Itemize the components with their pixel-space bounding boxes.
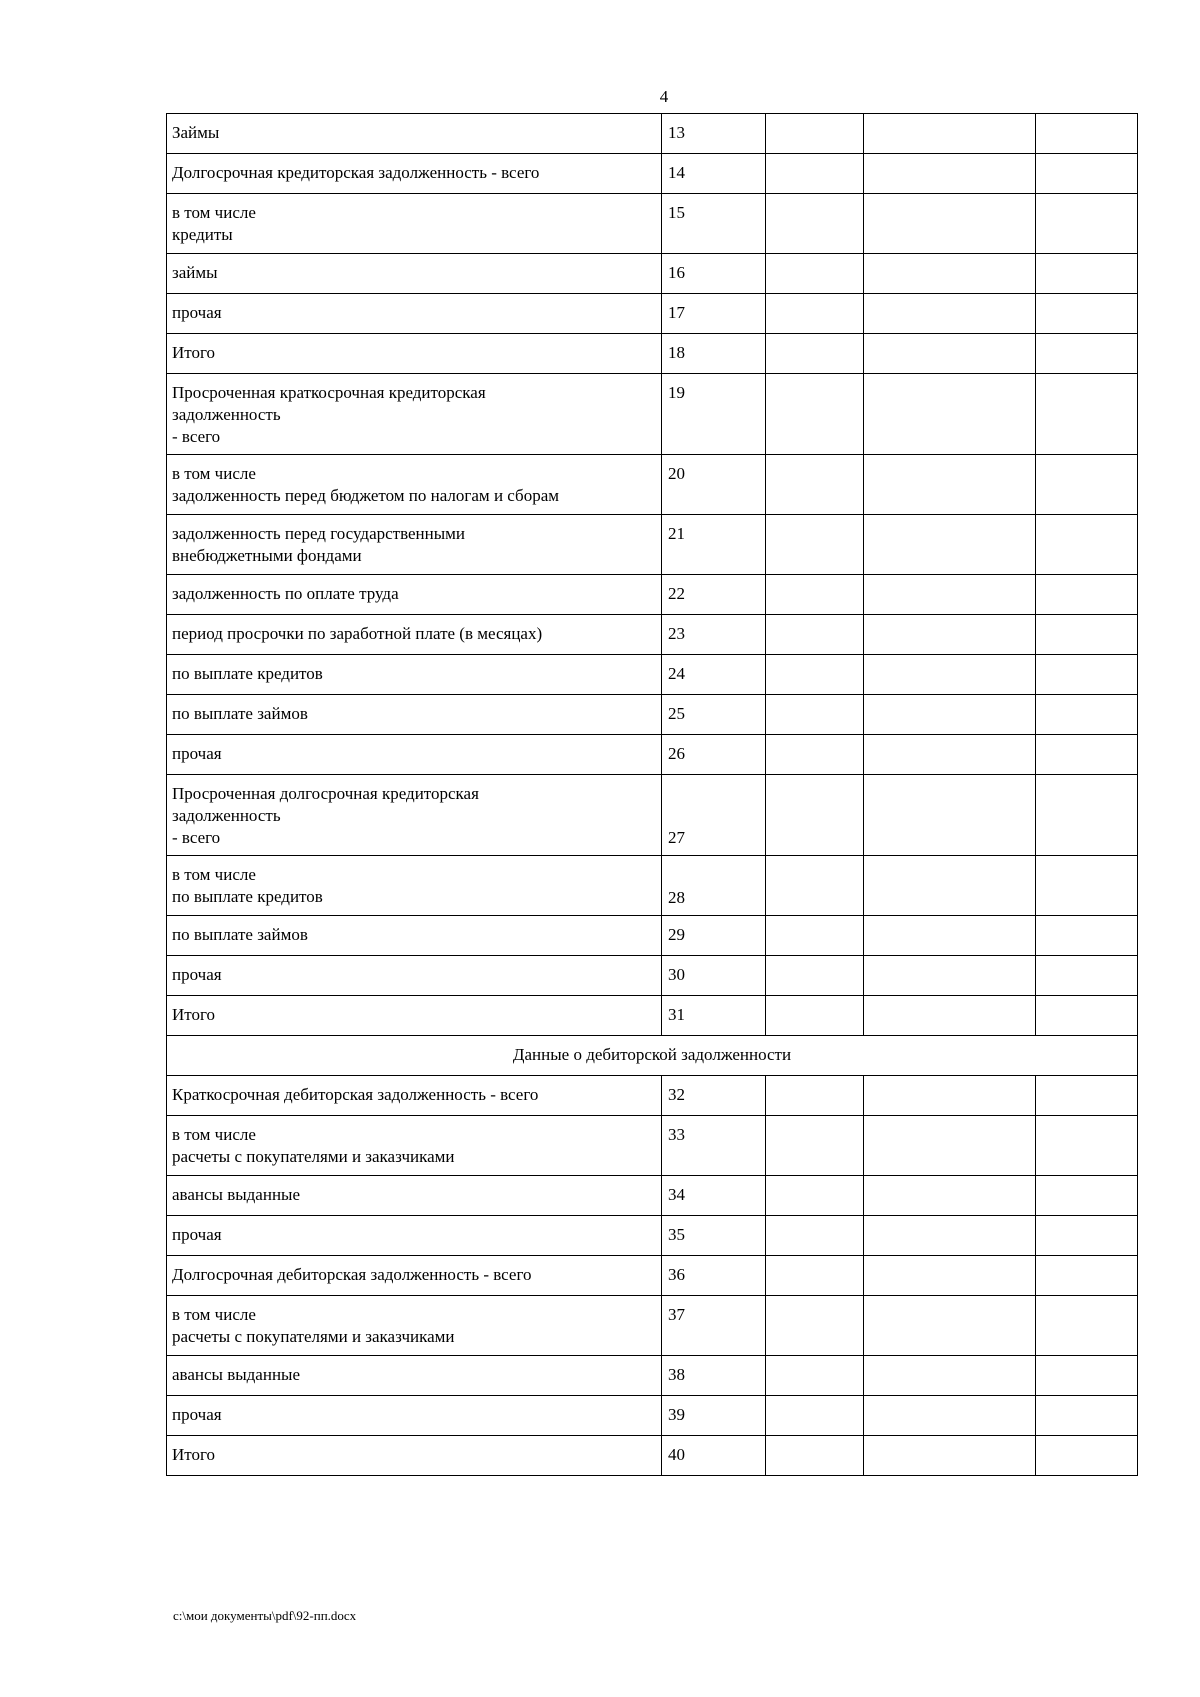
value-cell — [864, 374, 1036, 455]
table-row — [167, 1396, 1138, 1436]
row-label: авансы выданные — [167, 1176, 662, 1216]
value-cell — [864, 1396, 1036, 1436]
value-cell — [1036, 735, 1138, 775]
row-label: прочая — [167, 735, 662, 775]
row-code: 39 — [662, 1396, 766, 1436]
row-label: Займы — [167, 114, 662, 154]
table-row — [167, 1356, 1138, 1396]
row-label: Итого — [167, 334, 662, 374]
value-cell — [1036, 515, 1138, 575]
value-cell — [1036, 916, 1138, 956]
value-cell — [766, 856, 864, 916]
value-cell — [766, 956, 864, 996]
value-cell — [766, 695, 864, 735]
value-cell — [766, 1116, 864, 1176]
value-cell — [1036, 996, 1138, 1036]
row-label: задолженность перед государственными внебюджетными фондами — [167, 515, 662, 575]
row-code: 35 — [662, 1216, 766, 1256]
row-code: 15 — [662, 194, 766, 254]
value-cell — [864, 1356, 1036, 1396]
value-cell — [864, 775, 1036, 856]
value-cell — [1036, 114, 1138, 154]
row-code: 29 — [662, 916, 766, 956]
value-cell — [864, 655, 1036, 695]
table-row — [167, 294, 1138, 334]
value-cell — [1036, 856, 1138, 916]
row-code: 23 — [662, 615, 766, 655]
value-cell — [766, 515, 864, 575]
value-cell — [1036, 1356, 1138, 1396]
value-cell — [766, 1436, 864, 1476]
section-header-row — [167, 1036, 1138, 1076]
value-cell — [766, 154, 864, 194]
row-label: по выплате займов — [167, 695, 662, 735]
value-cell — [1036, 775, 1138, 856]
value-cell — [766, 916, 864, 956]
value-cell — [766, 114, 864, 154]
row-label: задолженность по оплате труда — [167, 575, 662, 615]
table-row — [167, 856, 1138, 916]
value-cell — [766, 996, 864, 1036]
row-code: 21 — [662, 515, 766, 575]
value-cell — [1036, 1116, 1138, 1176]
value-cell — [766, 1256, 864, 1296]
value-cell — [864, 1216, 1036, 1256]
row-code: 17 — [662, 294, 766, 334]
table-row — [167, 1296, 1138, 1356]
row-code: 18 — [662, 334, 766, 374]
value-cell — [766, 194, 864, 254]
value-cell — [766, 615, 864, 655]
table-row — [167, 575, 1138, 615]
row-label: по выплате займов — [167, 916, 662, 956]
value-cell — [766, 334, 864, 374]
row-code: 30 — [662, 956, 766, 996]
row-code: 34 — [662, 1176, 766, 1216]
row-code: 40 — [662, 1436, 766, 1476]
table-body — [167, 114, 1138, 1476]
footer-file-path: c:\мои документы\pdf\92-пп.docx — [173, 1608, 357, 1623]
value-cell — [766, 775, 864, 856]
value-cell — [864, 334, 1036, 374]
table-row — [167, 695, 1138, 735]
table-row — [167, 154, 1138, 194]
row-label: прочая — [167, 1396, 662, 1436]
row-code: 16 — [662, 254, 766, 294]
table-row — [167, 735, 1138, 775]
row-code: 22 — [662, 575, 766, 615]
value-cell — [864, 615, 1036, 655]
row-label: Просроченная краткосрочная кредиторская задолженность - всего — [167, 374, 662, 455]
value-cell — [864, 856, 1036, 916]
row-label: прочая — [167, 956, 662, 996]
row-code: 25 — [662, 695, 766, 735]
value-cell — [1036, 194, 1138, 254]
table-row — [167, 515, 1138, 575]
value-cell — [766, 1176, 864, 1216]
row-label: Просроченная долгосрочная кредиторская задолженность - всего — [167, 775, 662, 856]
value-cell — [766, 455, 864, 515]
value-cell — [1036, 1436, 1138, 1476]
value-cell — [766, 575, 864, 615]
row-label: в том числе задолженность перед бюджетом по налогам и сборам — [167, 455, 662, 515]
row-label: авансы выданные — [167, 1356, 662, 1396]
value-cell — [864, 1116, 1036, 1176]
row-code: 20 — [662, 455, 766, 515]
row-code: 14 — [662, 154, 766, 194]
row-code: 31 — [662, 996, 766, 1036]
value-cell — [766, 735, 864, 775]
value-cell — [864, 294, 1036, 334]
value-cell — [1036, 956, 1138, 996]
value-cell — [864, 114, 1036, 154]
row-label: прочая — [167, 294, 662, 334]
value-cell — [864, 1076, 1036, 1116]
value-cell — [1036, 1076, 1138, 1116]
value-cell — [1036, 294, 1138, 334]
value-cell — [766, 1296, 864, 1356]
row-label: по выплате кредитов — [167, 655, 662, 695]
row-label: Итого — [167, 996, 662, 1036]
table-row — [167, 334, 1138, 374]
table-row — [167, 1256, 1138, 1296]
row-code: 33 — [662, 1116, 766, 1176]
value-cell — [1036, 1176, 1138, 1216]
table-row — [167, 194, 1138, 254]
value-cell — [1036, 1296, 1138, 1356]
table-row — [167, 1436, 1138, 1476]
row-code: 38 — [662, 1356, 766, 1396]
value-cell — [1036, 455, 1138, 515]
table-row — [167, 916, 1138, 956]
table-row — [167, 254, 1138, 294]
value-cell — [766, 1216, 864, 1256]
table-row — [167, 374, 1138, 455]
table-row — [167, 1176, 1138, 1216]
row-code: 28 — [662, 856, 766, 916]
value-cell — [864, 695, 1036, 735]
value-cell — [1036, 154, 1138, 194]
row-code: 37 — [662, 1296, 766, 1356]
value-cell — [766, 254, 864, 294]
row-label: в том числе кредиты — [167, 194, 662, 254]
value-cell — [1036, 655, 1138, 695]
row-code: 13 — [662, 114, 766, 154]
value-cell — [864, 575, 1036, 615]
row-code: 27 — [662, 775, 766, 856]
debt-report-table — [166, 113, 1138, 1476]
value-cell — [864, 735, 1036, 775]
row-label: в том числе по выплате кредитов — [167, 856, 662, 916]
value-cell — [766, 294, 864, 334]
value-cell — [766, 1076, 864, 1116]
value-cell — [1036, 1256, 1138, 1296]
table-row — [167, 655, 1138, 695]
value-cell — [766, 1356, 864, 1396]
row-code: 32 — [662, 1076, 766, 1116]
value-cell — [1036, 575, 1138, 615]
row-label: Итого — [167, 1436, 662, 1476]
value-cell — [864, 515, 1036, 575]
row-label: Долгосрочная дебиторская задолженность - всего — [167, 1256, 662, 1296]
value-cell — [1036, 615, 1138, 655]
value-cell — [864, 194, 1036, 254]
table-row — [167, 956, 1138, 996]
table-row — [167, 114, 1138, 154]
row-code: 36 — [662, 1256, 766, 1296]
row-code: 24 — [662, 655, 766, 695]
row-label: в том числе расчеты с покупателями и заказчиками — [167, 1296, 662, 1356]
table-row — [167, 1216, 1138, 1256]
value-cell — [1036, 254, 1138, 294]
value-cell — [864, 154, 1036, 194]
value-cell — [864, 956, 1036, 996]
value-cell — [864, 1256, 1036, 1296]
value-cell — [1036, 1216, 1138, 1256]
table-row — [167, 1076, 1138, 1116]
row-label: период просрочки по заработной плате (в месяцах) — [167, 615, 662, 655]
row-code: 19 — [662, 374, 766, 455]
row-code: 26 — [662, 735, 766, 775]
value-cell — [1036, 695, 1138, 735]
value-cell — [864, 455, 1036, 515]
table-row — [167, 615, 1138, 655]
value-cell — [864, 254, 1036, 294]
row-label: займы — [167, 254, 662, 294]
value-cell — [864, 916, 1036, 956]
value-cell — [864, 1176, 1036, 1216]
value-cell — [1036, 374, 1138, 455]
value-cell — [864, 1296, 1036, 1356]
value-cell — [766, 655, 864, 695]
row-label: Краткосрочная дебиторская задолженность - всего — [167, 1076, 662, 1116]
table-row — [167, 775, 1138, 856]
value-cell — [766, 1396, 864, 1436]
row-label: в том числе расчеты с покупателями и заказчиками — [167, 1116, 662, 1176]
value-cell — [864, 996, 1036, 1036]
value-cell — [766, 374, 864, 455]
value-cell — [1036, 334, 1138, 374]
table-row — [167, 996, 1138, 1036]
page-number: 4 — [659, 87, 669, 106]
value-cell — [864, 1436, 1036, 1476]
row-label: Долгосрочная кредиторская задолженность - всего — [167, 154, 662, 194]
value-cell — [1036, 1396, 1138, 1436]
section-title: Данные о дебиторской задолженности — [167, 1036, 1138, 1076]
row-label: прочая — [167, 1216, 662, 1256]
table-row — [167, 1116, 1138, 1176]
table-row — [167, 455, 1138, 515]
